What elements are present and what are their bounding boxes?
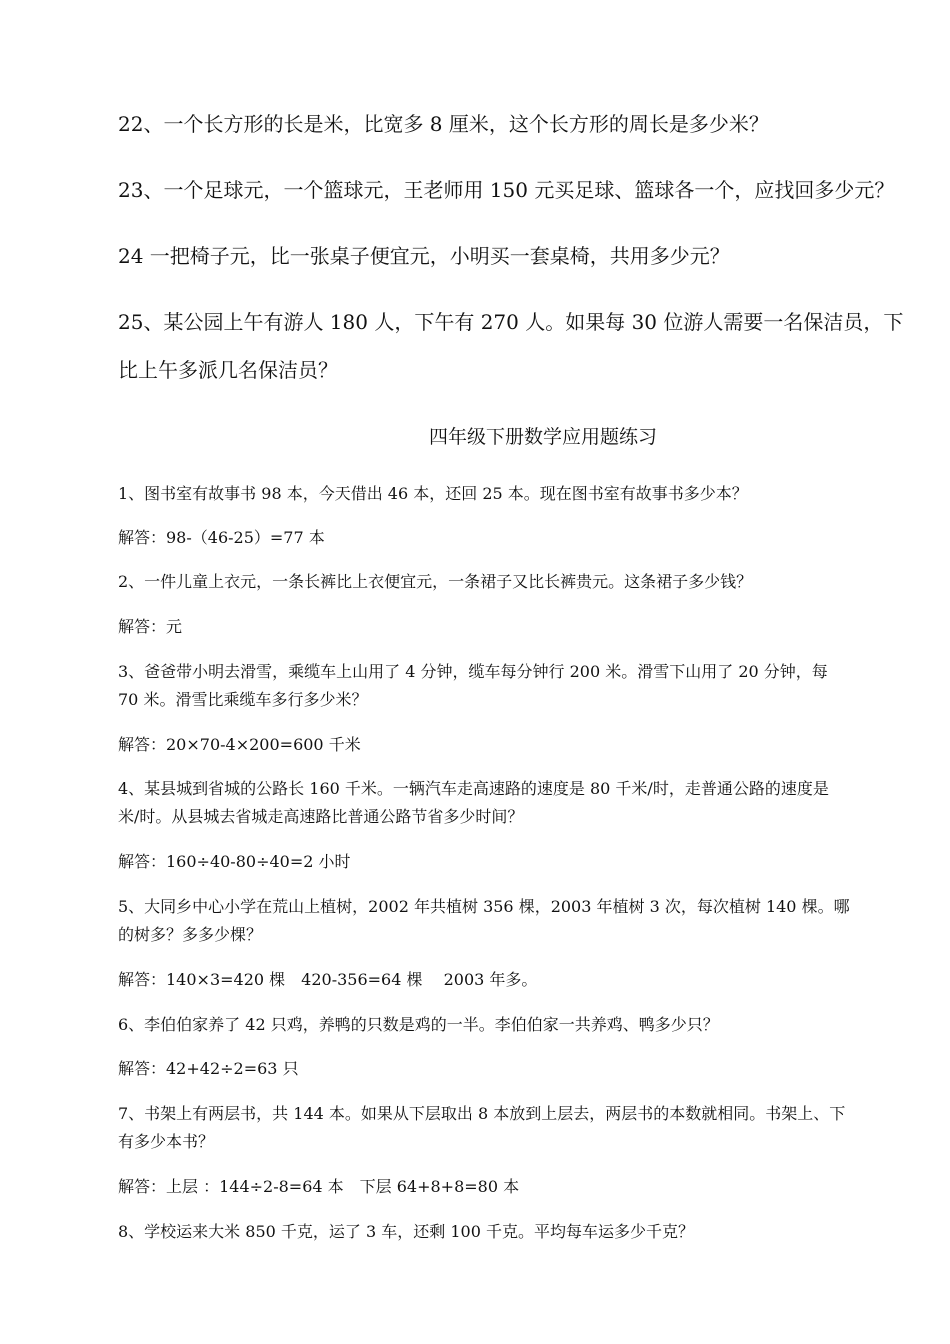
question-25-line-2: 比上午多派几名保洁员？ — [118, 358, 338, 382]
practice-4-answer: 解答：160÷40-80÷40=2 小时 — [118, 852, 351, 871]
practice-1-answer: 解答：98-（46-25）=77 本 — [118, 528, 325, 547]
practice-6-answer: 解答：42+42÷2=63 只 — [118, 1059, 299, 1078]
practice-3-question-line-2: 70 米。滑雪比乘缆车多行多少米？ — [118, 690, 368, 709]
practice-5-question-line-2: 的树多？多多少棵？ — [118, 925, 263, 944]
practice-7-question-line-1: 7、书架上有两层书，共 144 本。如果从下层取出 8 本放到上层去，两层书的本数就相同。书架上、下 — [118, 1104, 846, 1123]
practice-1-question: 1、图书室有故事书 98 本，今天借出 46 本，还回 25 本。现在图书室有故事书多少本？ — [118, 484, 748, 503]
practice-4-question-line-2: 米/时。从县城去省城走高速路比普通公路节省多少时间？ — [118, 807, 524, 826]
section-title: 四年级下册数学应用题练习 — [429, 426, 658, 448]
practice-7-question-line-2: 有多少本书？ — [118, 1132, 215, 1151]
practice-3-question-line-1: 3、爸爸带小明去滑雪，乘缆车上山用了 4 分钟，缆车每分钟行 200 米。滑雪下山用了 20 分钟，每 — [118, 662, 828, 681]
practice-5-answer: 解答：140×3=420 棵 420-356=64 棵 2003 年多。 — [118, 970, 538, 989]
practice-4-question-line-1: 4、某县城到省城的公路长 160 千米。一辆汽车走高速路的速度是 80 千米/时，走普通公路的速度是 — [118, 779, 829, 798]
practice-2-answer: 解答：元 — [118, 617, 183, 636]
practice-6-question: 6、李伯伯家养了 42 只鸡，养鸭的只数是鸡的一半。李伯伯家一共养鸡、鸭多少只？ — [118, 1015, 719, 1034]
practice-3-answer: 解答：20×70-4×200=600 千米 — [118, 735, 361, 754]
practice-8-question: 8、学校运来大米 850 千克，运了 3 车，还剩 100 千克。平均每车运多少千克？ — [118, 1222, 694, 1241]
practice-2-question: 2、一件儿童上衣元，一条长裤比上衣便宜元，一条裙子又比长裤贵元。这条裙子多少钱？ — [118, 572, 753, 591]
practice-5-question-line-1: 5、大同乡中心小学在荒山上植树，2002 年共植树 356 棵，2003 年植树 3 次，每次植树 140 棵。哪 — [118, 897, 850, 916]
question-22: 22、一个长方形的长是米，比宽多 8 厘米，这个长方形的周长是多少米？ — [118, 112, 769, 136]
question-25-line-1: 25、某公园上午有游人 180 人，下午有 270 人。如果每 30 位游人需要一名保洁员，下 — [118, 310, 904, 334]
question-23: 23、一个足球元，一个篮球元，王老师用 150 元买足球、篮球各一个，应找回多少元？ — [118, 178, 895, 202]
practice-7-answer: 解答：上层 ：144÷2-8=64 本 下层 64+8+8=80 本 — [118, 1177, 520, 1196]
question-24: 24 一把椅子元，比一张桌子便宜元，小明买一套桌椅，共用多少元？ — [118, 244, 730, 268]
